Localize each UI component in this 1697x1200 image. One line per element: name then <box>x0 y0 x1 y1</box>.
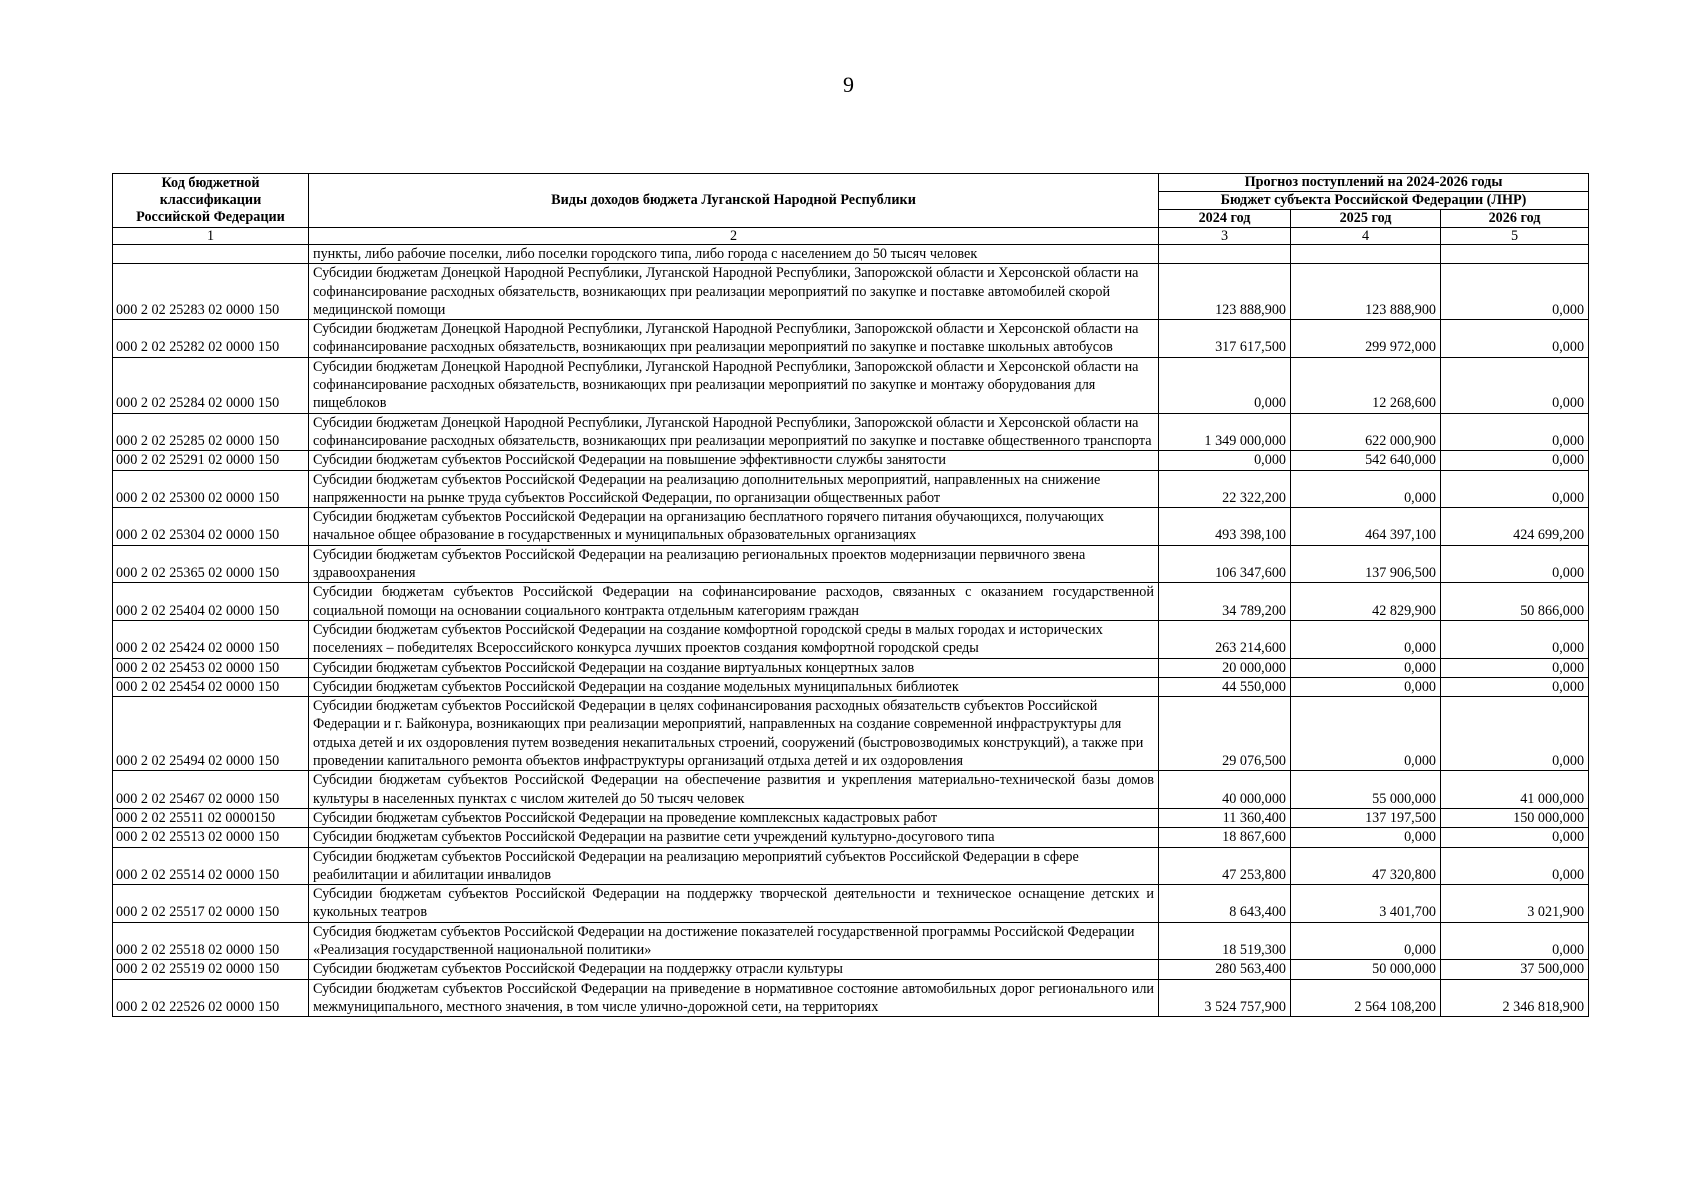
table-row <box>113 771 1589 809</box>
column-number: 4 <box>1291 228 1441 245</box>
row-code-cell: 000 2 02 25454 02 0000 150 <box>113 677 309 696</box>
row-value-2024: 11 360,400 <box>1159 808 1291 827</box>
row-code-cell: 000 2 02 25304 02 0000 150 <box>113 508 309 546</box>
row-code-cell: 000 2 02 25424 02 0000 150 <box>113 620 309 658</box>
table-row <box>113 508 1589 546</box>
table-row <box>113 245 1589 264</box>
row-value-2025: 0,000 <box>1291 620 1441 658</box>
row-value-2025: 12 268,600 <box>1291 357 1441 413</box>
row-value-2026: 41 000,000 <box>1441 771 1589 809</box>
table-row <box>113 264 1589 320</box>
table-row <box>113 697 1589 771</box>
row-description-cell: Субсидия бюджетам субъектов Российской Федерации на достижение показателей государственной программы Российской Федерации «Реализация государственной национальной политики» <box>309 922 1159 960</box>
header-budget: Бюджет субъекта Российской Федерации (ЛНР) <box>1159 192 1589 210</box>
row-value-2025: 0,000 <box>1291 470 1441 508</box>
row-value-2024 <box>1159 245 1291 264</box>
row-value-2026: 0,000 <box>1441 677 1589 696</box>
row-code-cell: 000 2 02 25284 02 0000 150 <box>113 357 309 413</box>
row-description-cell: Субсидии бюджетам субъектов Российской Федерации на создание виртуальных концертных залов <box>309 658 1159 677</box>
page-number: 9 <box>843 72 854 97</box>
row-value-2026: 0,000 <box>1441 697 1589 771</box>
column-number-row <box>113 228 1589 245</box>
row-description-cell: Субсидии бюджетам субъектов Российской Федерации на обеспечение развития и укрепления материально-технической базы домов культуры в населенных пунктах с числом жителей до 50 тысяч человек <box>309 771 1159 809</box>
row-value-2026: 0,000 <box>1441 451 1589 470</box>
row-value-2025: 55 000,000 <box>1291 771 1441 809</box>
row-code-cell: 000 2 02 25494 02 0000 150 <box>113 697 309 771</box>
table-row <box>113 960 1589 979</box>
header-code-line-3: Российской Федерации <box>136 209 285 225</box>
row-value-2026: 0,000 <box>1441 470 1589 508</box>
table-row <box>113 545 1589 583</box>
row-description-cell: Субсидии бюджетам субъектов Российской Федерации на реализацию дополнительных мероприятий, направленных на снижение напряженности на рынке труда субъектов Российской Федерации, по организации общественных работ <box>309 470 1159 508</box>
row-description-cell: Субсидии бюджетам субъектов Российской Федерации на приведение в нормативное состояние автомобильных дорог регионального или межмуниципального, местного значения, в том числе улично-дорожной сети, на территориях <box>309 979 1159 1017</box>
table-row <box>113 583 1589 621</box>
row-value-2026: 0,000 <box>1441 357 1589 413</box>
header-code-line-2: классификации <box>159 192 262 208</box>
column-number: 3 <box>1159 228 1291 245</box>
row-value-2025: 137 906,500 <box>1291 545 1441 583</box>
row-value-2024: 0,000 <box>1159 451 1291 470</box>
row-description-cell: Субсидии бюджетам субъектов Российской Федерации на повышение эффективности службы занятости <box>309 451 1159 470</box>
row-description-cell: Субсидии бюджетам Донецкой Народной Республики, Луганской Народной Республики, Запорожской области и Херсонской области на софинансирование расходных обязательств, возникающих при реализации мероприятий по закупке и поставке школьных автобусов <box>309 320 1159 358</box>
row-value-2024: 44 550,000 <box>1159 677 1291 696</box>
header-year-2025: 2025 год <box>1291 210 1441 228</box>
row-value-2024: 8 643,400 <box>1159 885 1291 923</box>
row-code-cell: 000 2 02 25282 02 0000 150 <box>113 320 309 358</box>
row-code-cell: 000 2 02 25518 02 0000 150 <box>113 922 309 960</box>
header-code <box>113 174 309 228</box>
row-description-cell: Субсидии бюджетам субъектов Российской Федерации на организацию бесплатного горячего питания обучающихся, получающих начальное общее образование в государственных и муниципальных образовательных организациях <box>309 508 1159 546</box>
row-value-2024: 47 253,800 <box>1159 847 1291 885</box>
row-code-cell: 000 2 02 25467 02 0000 150 <box>113 771 309 809</box>
row-value-2025: 0,000 <box>1291 677 1441 696</box>
row-value-2025: 464 397,100 <box>1291 508 1441 546</box>
row-value-2025: 0,000 <box>1291 697 1441 771</box>
row-code-cell: 000 2 02 25365 02 0000 150 <box>113 545 309 583</box>
table-row <box>113 320 1589 358</box>
row-code-cell: 000 2 02 25291 02 0000 150 <box>113 451 309 470</box>
row-value-2025: 2 564 108,200 <box>1291 979 1441 1017</box>
row-value-2026: 0,000 <box>1441 620 1589 658</box>
row-value-2026: 0,000 <box>1441 545 1589 583</box>
row-value-2025: 299 972,000 <box>1291 320 1441 358</box>
column-number: 5 <box>1441 228 1589 245</box>
row-description-cell: Субсидии бюджетам субъектов Российской Федерации на поддержку творческой деятельности и техническое оснащение детских и кукольных театров <box>309 885 1159 923</box>
budget-revenue-table <box>112 173 1589 1017</box>
column-number: 2 <box>309 228 1159 245</box>
table-row <box>113 620 1589 658</box>
row-value-2026: 424 699,200 <box>1441 508 1589 546</box>
table-row <box>113 451 1589 470</box>
row-value-2024: 493 398,100 <box>1159 508 1291 546</box>
row-code-cell: 000 2 02 25283 02 0000 150 <box>113 264 309 320</box>
row-value-2026: 0,000 <box>1441 847 1589 885</box>
row-description-cell: Субсидии бюджетам субъектов Российской Федерации на реализацию мероприятий субъектов Российской Федерации в сфере реабилитации и абилитации инвалидов <box>309 847 1159 885</box>
header-forecast: Прогноз поступлений на 2024-2026 годы <box>1159 174 1589 192</box>
row-code-cell: 000 2 02 25285 02 0000 150 <box>113 413 309 451</box>
row-value-2024: 22 322,200 <box>1159 470 1291 508</box>
row-value-2025: 542 640,000 <box>1291 451 1441 470</box>
row-code-cell: 000 2 02 25514 02 0000 150 <box>113 847 309 885</box>
row-value-2025: 47 320,800 <box>1291 847 1441 885</box>
row-value-2024: 123 888,900 <box>1159 264 1291 320</box>
row-description-cell: Субсидии бюджетам субъектов Российской Федерации на поддержку отрасли культуры <box>309 960 1159 979</box>
row-description-cell: пункты, либо рабочие поселки, либо поселки городского типа, либо города с населением до 50 тысяч человек <box>309 245 1159 264</box>
row-value-2026: 3 021,900 <box>1441 885 1589 923</box>
row-value-2024: 106 347,600 <box>1159 545 1291 583</box>
table-row <box>113 828 1589 847</box>
row-description-cell: Субсидии бюджетам субъектов Российской Федерации на создание модельных муниципальных библиотек <box>309 677 1159 696</box>
column-number: 1 <box>113 228 309 245</box>
row-code-cell: 000 2 02 22526 02 0000 150 <box>113 979 309 1017</box>
row-value-2025: 0,000 <box>1291 922 1441 960</box>
row-value-2026: 2 346 818,900 <box>1441 979 1589 1017</box>
row-value-2024: 1 349 000,000 <box>1159 413 1291 451</box>
row-value-2025: 50 000,000 <box>1291 960 1441 979</box>
row-value-2025: 622 000,900 <box>1291 413 1441 451</box>
row-value-2026: 0,000 <box>1441 413 1589 451</box>
row-value-2024: 18 867,600 <box>1159 828 1291 847</box>
row-description-cell: Субсидии бюджетам субъектов Российской Федерации на создание комфортной городской среды в малых городах и исторических поселениях – победителях Всероссийского конкурса лучших проектов создания комфортной городской среды <box>309 620 1159 658</box>
row-code-cell: 000 2 02 25300 02 0000 150 <box>113 470 309 508</box>
row-value-2026: 150 000,000 <box>1441 808 1589 827</box>
row-code-cell: 000 2 02 25513 02 0000 150 <box>113 828 309 847</box>
row-value-2026: 37 500,000 <box>1441 960 1589 979</box>
row-value-2024: 20 000,000 <box>1159 658 1291 677</box>
row-description-cell: Субсидии бюджетам субъектов Российской Федерации на реализацию региональных проектов модернизации первичного звена здравоохранения <box>309 545 1159 583</box>
row-value-2026: 0,000 <box>1441 922 1589 960</box>
row-value-2024: 263 214,600 <box>1159 620 1291 658</box>
table-row <box>113 808 1589 827</box>
row-description-cell: Субсидии бюджетам Донецкой Народной Республики, Луганской Народной Республики, Запорожской области и Херсонской области на софинансирование расходных обязательств, возникающих при реализации мероприятий по закупке и поставке автомобилей скорой медицинской помощи <box>309 264 1159 320</box>
table-row <box>113 470 1589 508</box>
row-code-cell: 000 2 02 25517 02 0000 150 <box>113 885 309 923</box>
row-description-cell: Субсидии бюджетам Донецкой Народной Республики, Луганской Народной Республики, Запорожской области и Херсонской области на софинансирование расходных обязательств, возникающих при реализации мероприятий по закупке и монтажу оборудования для пищеблоков <box>309 357 1159 413</box>
row-value-2024: 317 617,500 <box>1159 320 1291 358</box>
table-body <box>113 228 1589 1017</box>
row-value-2024: 3 524 757,900 <box>1159 979 1291 1017</box>
row-value-2024: 40 000,000 <box>1159 771 1291 809</box>
row-value-2025: 42 829,900 <box>1291 583 1441 621</box>
header-year-2024: 2024 год <box>1159 210 1291 228</box>
row-description-cell: Субсидии бюджетам субъектов Российской Федерации на софинансирование расходов, связанных с оказанием государственной социальной помощи на основании социального контракта отдельным категориям граждан <box>309 583 1159 621</box>
row-value-2026 <box>1441 245 1589 264</box>
row-code-cell: 000 2 02 25519 02 0000 150 <box>113 960 309 979</box>
table-row <box>113 413 1589 451</box>
table-row <box>113 658 1589 677</box>
row-code-cell <box>113 245 309 264</box>
row-value-2025: 3 401,700 <box>1291 885 1441 923</box>
row-value-2025: 0,000 <box>1291 658 1441 677</box>
table-row <box>113 922 1589 960</box>
row-description-cell: Субсидии бюджетам субъектов Российской Федерации на проведение комплексных кадастровых работ <box>309 808 1159 827</box>
row-value-2024: 0,000 <box>1159 357 1291 413</box>
row-value-2024: 280 563,400 <box>1159 960 1291 979</box>
row-value-2025: 0,000 <box>1291 828 1441 847</box>
table-row <box>113 677 1589 696</box>
row-value-2025 <box>1291 245 1441 264</box>
row-value-2024: 18 519,300 <box>1159 922 1291 960</box>
row-code-cell: 000 2 02 25453 02 0000 150 <box>113 658 309 677</box>
row-value-2026: 0,000 <box>1441 264 1589 320</box>
row-value-2026: 0,000 <box>1441 828 1589 847</box>
header-code-line-1: Код бюджетной <box>161 175 260 191</box>
row-code-cell: 000 2 02 25511 02 0000150 <box>113 808 309 827</box>
table-row <box>113 357 1589 413</box>
row-value-2024: 29 076,500 <box>1159 697 1291 771</box>
header-year-2026: 2026 год <box>1441 210 1589 228</box>
row-description-cell: Субсидии бюджетам Донецкой Народной Республики, Луганской Народной Республики, Запорожской области и Херсонской области на софинансирование расходных обязательств, возникающих при реализации мероприятий по закупке и поставке общественного транспорта <box>309 413 1159 451</box>
row-value-2026: 0,000 <box>1441 320 1589 358</box>
row-value-2026: 0,000 <box>1441 658 1589 677</box>
table-row <box>113 979 1589 1017</box>
row-code-cell: 000 2 02 25404 02 0000 150 <box>113 583 309 621</box>
row-value-2026: 50 866,000 <box>1441 583 1589 621</box>
table-row <box>113 847 1589 885</box>
row-value-2024: 34 789,200 <box>1159 583 1291 621</box>
row-value-2025: 137 197,500 <box>1291 808 1441 827</box>
row-description-cell: Субсидии бюджетам субъектов Российской Федерации на развитие сети учреждений культурно-досугового типа <box>309 828 1159 847</box>
row-description-cell: Субсидии бюджетам субъектов Российской Федерации в целях софинансирования расходных обязательств субъектов Российской Федерации и г. Байконура, возникающих при реализации мероприятий, направленных на создание современной инфраструктуры для отдыха детей и их оздоровления путем возведения некапитальных строений, сооружений (быстровозводимых конструкций), а также при проведении капитального ремонта объектов инфраструктуры организаций отдыха детей и их оздоровления <box>309 697 1159 771</box>
header-income-kind: Виды доходов бюджета Луганской Народной Республики <box>309 174 1159 228</box>
row-value-2025: 123 888,900 <box>1291 264 1441 320</box>
table-row <box>113 885 1589 923</box>
